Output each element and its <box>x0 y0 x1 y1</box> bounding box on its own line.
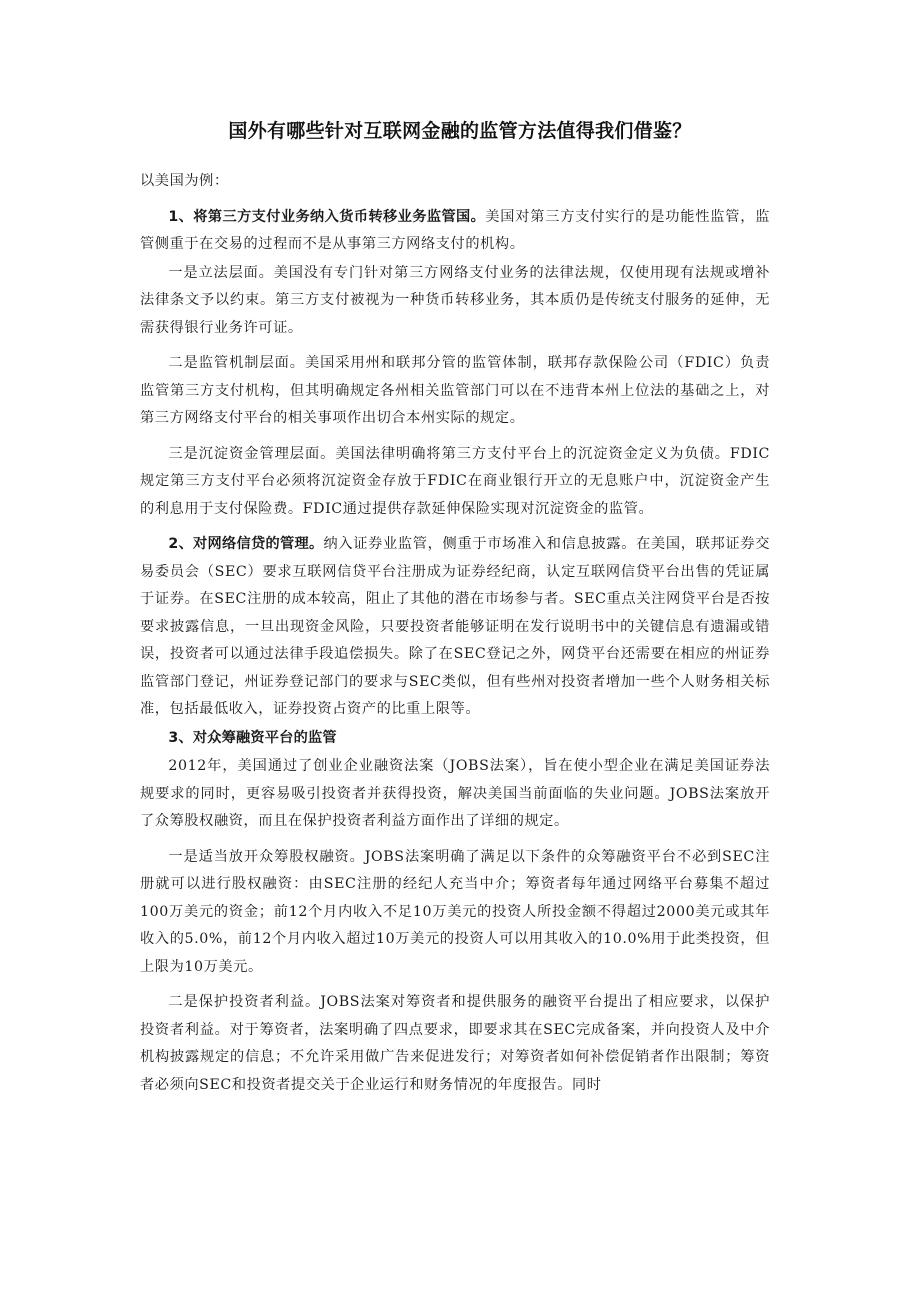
document-body <box>140 168 770 1107</box>
section-3-jobs-act-paragraph: 2012年，美国通过了创业企业融资法案（JOBS法案），旨在使小型企业在满足美国证券法规要求的同时，更容易吸引投资者并获得投资，解决美国当前面临的失业问题。JOBS法案放开了众筹股权融资，而且在保护投资者利益方面作出了详细的规定。 <box>140 758 770 829</box>
document-title: 国外有哪些针对互联网金融的监管方法值得我们借鉴？ <box>228 120 692 142</box>
section-3-equity-paragraph: 一是适当放开众筹股权融资。JOBS法案明确了满足以下条件的众筹融资平台不必到SEC注册就可以进行股权融资：由SEC注册的经纪人充当中介；筹资者每年通过网络平台募集不超过100万美元的资金；前12个月内收入不足10万美元的投资人所投金额不得超过2000美元或其年收入的5.0%，前12个月内收入超过10万美元的投资人可以用其收入的10.0%用于此类投资，但上限为10万美元。 <box>140 848 770 975</box>
section-1-heading: 1、将第三方支付业务纳入货币转移业务监管国。 <box>168 208 486 225</box>
section-1-paragraph <box>140 204 770 259</box>
section-3-heading: 3、对众筹融资平台的监管 <box>168 729 337 746</box>
section-1-legislation-paragraph: 一是立法层面。美国没有专门针对第三方网络支付业务的法律法规，仅使用现有法规或增补法律条文予以约束。第三方支付被视为一种货币转移业务，其本质仍是传统支付服务的延伸，无需获得银行业务许可证。 <box>140 264 770 336</box>
section-3-heading-paragraph <box>140 725 770 753</box>
section-2-text: 纳入证券业监管，侧重于市场准入和信息披露。在美国，联邦证券交易委员会（SEC）要求互联网信贷平台注册成为证券经纪商，认定互联网信贷平台出售的凭证属于证券。在SEC注册的成本较高，阻止了其他的潜在市场参与者。SEC重点关注网贷平台是否按要求披露信息，一旦出现资金风险，只要投资者能够证明在发行说明书中的关键信息有遗漏或错误，投资者可以通过法律手段追偿损失。除了在SEC登记之外，网贷平台还需要在相应的州证券监管部门登记，州证券登记部门的要求与SEC类似，但有些州对投资者增加一些个人财务相关标准，包括最低收入，证券投资占资产的比重上限等。 <box>140 536 770 717</box>
section-2-paragraph <box>140 531 770 724</box>
section-1-text: 美国对第三方支付实行的是功能性监管，监管侧重于在交易的过程而不是从事第三方网络支付的机构。 <box>140 208 770 252</box>
section-3-investor-protection-paragraph: 二是保护投资者利益。JOBS法案对筹资者和提供服务的融资平台提出了相应要求，以保护投资者利益。对于筹资者，法案明确了四点要求，即要求其在SEC完成备案，并向投资人及中介机构披露规定的信息；不允许采用做广告来促进发行；对筹资者如何补偿促销者作出限制；筹资者必须向SEC和投资者提交关于企业运行和财务情况的年度报告。同时 <box>140 994 770 1093</box>
section-1-funds-paragraph: 三是沉淀资金管理层面。美国法律明确将第三方支付平台上的沉淀资金定义为负债。FDIC规定第三方支付平台必须将沉淀资金存放于FDIC在商业银行开立的无息账户中，沉淀资金产生的利息用于支付保险费。FDIC通过提供存款延伸保险实现对沉淀资金的监管。 <box>140 445 770 517</box>
section-1-mechanism-paragraph: 二是监管机制层面。美国采用州和联邦分管的监管体制，联邦存款保险公司（FDIC）负责监管第三方支付机构，但其明确规定各州相关监管部门可以在不违背本州上位法的基础之上，对第三方网络支付平台的相关事项作出切合本州实际的规定。 <box>140 355 770 426</box>
intro-paragraph: 以美国为例： <box>140 173 229 189</box>
section-2-heading: 2、对网络信贷的管理。 <box>168 536 324 552</box>
